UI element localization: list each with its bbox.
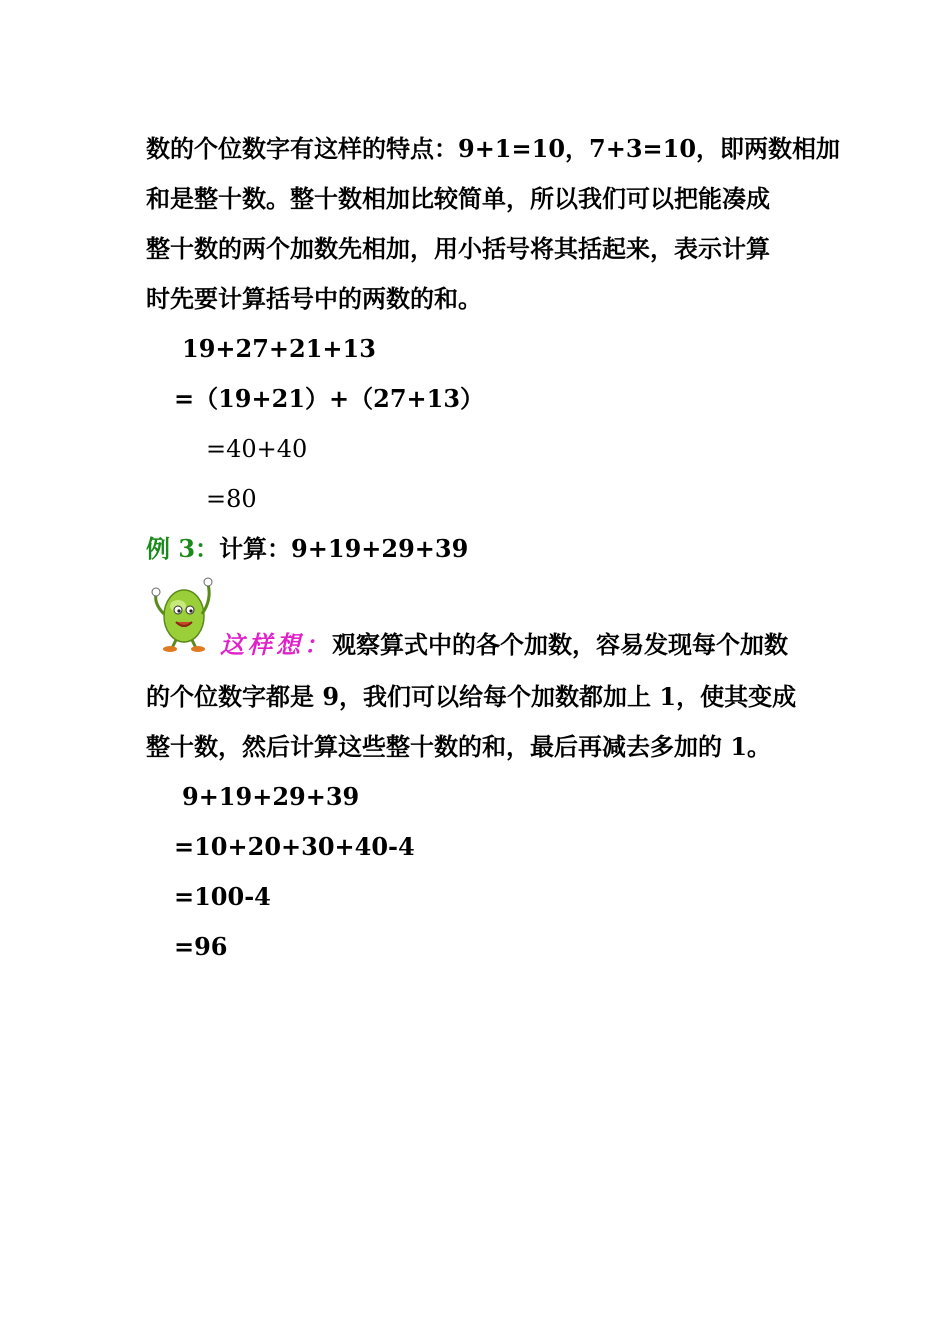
calc2-step-3: =100-4 xyxy=(174,882,271,911)
calc1-step-2: =（19+21）+（27+13） xyxy=(174,384,485,413)
think-line-2: 的个位数字都是 9，我们可以给每个加数都加上 1，使其变成 xyxy=(146,682,797,711)
think-text-1: 观察算式中的各个加数，容易发现每个加数 xyxy=(332,630,788,659)
bean-mascot-icon xyxy=(146,574,218,654)
intro-line-4: 时先要计算括号中的两数的和。 xyxy=(146,284,482,313)
think-line-1 xyxy=(220,630,820,660)
calc2-step-2: =10+20+30+40-4 xyxy=(174,832,415,861)
calc1-step-1: 19+27+21+13 xyxy=(182,334,376,363)
example-3-line xyxy=(146,534,816,564)
think-line-3: 整十数，然后计算这些整十数的和，最后再减去多加的 1。 xyxy=(146,732,772,761)
intro-line-3: 整十数的两个加数先相加，用小括号将其括起来，表示计算 xyxy=(146,234,770,263)
think-label: 这样想： xyxy=(220,630,332,659)
calc1-step-4: =80 xyxy=(206,485,257,513)
calc1-step-3: =40+40 xyxy=(206,435,308,463)
calc2-step-4: =96 xyxy=(174,932,228,961)
calc2-step-1: 9+19+29+39 xyxy=(182,782,360,811)
intro-line-2: 和是整十数。整十数相加比较简单，所以我们可以把能凑成 xyxy=(146,184,770,213)
example-3-label: 例 3： xyxy=(146,534,220,563)
intro-line-1: 数的个位数字有这样的特点：9+1=10，7+3=10，即两数相加 xyxy=(146,134,841,163)
example-3-text: 计算：9+19+29+39 xyxy=(219,534,469,563)
